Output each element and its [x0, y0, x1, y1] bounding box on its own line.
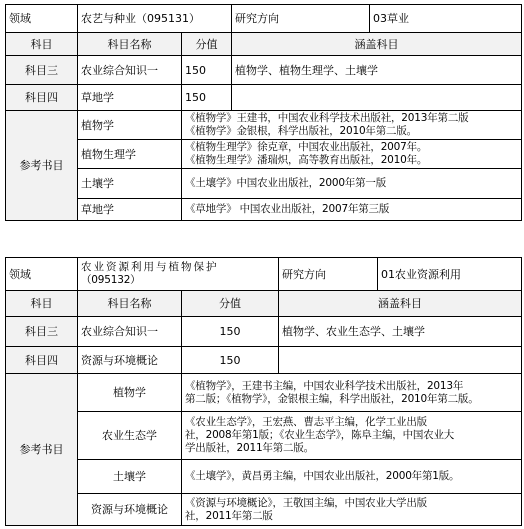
reference-row	[6, 460, 522, 494]
reference-line: 《植物学》，王建书主编，中国农业科学技术出版社，2013年	[185, 379, 464, 392]
reference-subject: 农业生态学	[78, 412, 182, 460]
subject-cell: 科目三	[6, 317, 78, 347]
header-subject-name: 科目名称	[78, 291, 182, 317]
header-subject: 科目	[6, 33, 78, 56]
direction-label: 研究方向	[232, 5, 370, 33]
domain-value: 农艺与种业（095131）	[78, 5, 232, 33]
reference-subject: 植物学	[78, 374, 182, 412]
scope-cell: 植物学、农业生态学、土壤学	[279, 317, 522, 347]
header-row	[6, 33, 522, 56]
reference-line: 《植物学》王建书，中国农业科学技术出版社，2013年第二版	[185, 112, 469, 124]
subject-name-cell: 草地学	[78, 85, 182, 111]
subject-name-cell: 资源与环境概论	[78, 347, 182, 374]
reference-books	[182, 374, 522, 412]
reference-line: 社，2011年第二版	[185, 509, 273, 522]
reference-line: 学出版社，2011年第二版。	[185, 442, 314, 454]
reference-subject: 草地学	[78, 199, 182, 221]
domain-value-line: （095132）	[81, 274, 141, 286]
reference-books	[182, 169, 522, 199]
reference-label: 参考书目	[6, 374, 78, 526]
reference-subject: 植物生理学	[78, 140, 182, 169]
reference-line: 《农业生态学》，王宏燕、曹志平主编，化学工业出版	[185, 416, 427, 428]
reference-line: 第二版；《植物学》，金银根主编，科学出版社，2010年第二版。	[185, 392, 479, 405]
direction-value: 03草业	[370, 5, 522, 33]
reference-row	[6, 494, 522, 526]
header-subject-name: 科目名称	[78, 33, 182, 56]
score-cell: 150	[182, 347, 279, 374]
reference-row	[6, 169, 522, 199]
subject-row	[6, 317, 522, 347]
score-cell: 150	[182, 317, 279, 347]
header-score: 分值	[182, 33, 232, 56]
scope-cell: 植物学、植物生理学、土壤学	[232, 56, 522, 85]
reference-row	[6, 412, 522, 460]
reference-row	[6, 199, 522, 221]
subject-row	[6, 347, 522, 374]
exam-table-resources	[5, 257, 522, 526]
subject-row	[6, 85, 522, 111]
domain-label: 领域	[6, 5, 78, 33]
header-subject: 科目	[6, 291, 78, 317]
header-row	[6, 291, 522, 317]
subject-name-cell: 农业综合知识一	[78, 56, 182, 85]
header-score: 分值	[182, 291, 279, 317]
reference-line: 《土壤学》中国农业出版社，2000年第一版	[185, 177, 387, 189]
domain-row	[6, 5, 522, 33]
direction-label: 研究方向	[279, 258, 378, 291]
subject-cell: 科目三	[6, 56, 78, 85]
reference-books	[182, 199, 522, 221]
reference-line: 《植物生理学》徐克章，中国农业出版社，2007年。	[185, 141, 428, 153]
reference-subject: 资源与环境概论	[78, 494, 182, 526]
reference-books	[182, 140, 522, 169]
reference-books	[182, 460, 522, 494]
reference-label: 参考书目	[6, 111, 78, 221]
reference-line: 《植物生理学》潘瑞炽，高等教育出版社，2010年。	[185, 154, 428, 166]
reference-subject: 土壤学	[78, 169, 182, 199]
reference-line: 《草地学》 中国农业出版社，2007年第三版	[185, 203, 390, 215]
subject-cell: 科目四	[6, 85, 78, 111]
reference-books	[182, 111, 522, 140]
header-scope: 涵盖科目	[232, 33, 522, 56]
reference-books	[182, 412, 522, 460]
reference-subject: 植物学	[78, 111, 182, 140]
score-cell: 150	[182, 85, 232, 111]
domain-value-line: 农业资源利用与植物保护	[81, 261, 219, 273]
subject-cell: 科目四	[6, 347, 78, 374]
scope-cell	[279, 347, 522, 374]
reference-subject: 土壤学	[78, 460, 182, 494]
reference-row	[6, 111, 522, 140]
reference-row	[6, 140, 522, 169]
reference-line: 《植物学》金银根，科学出版社，2010年第二版。	[185, 125, 417, 137]
direction-value: 01农业资源利用	[378, 258, 522, 291]
exam-table-agronomy	[5, 4, 522, 221]
subject-row	[6, 56, 522, 85]
domain-label: 领域	[6, 258, 78, 291]
subject-name-cell: 农业综合知识一	[78, 317, 182, 347]
scope-cell	[232, 85, 522, 111]
reference-line: 《土壤学》，黄昌勇主编，中国农业出版社，2000年第1版。	[185, 470, 460, 482]
reference-books	[182, 494, 522, 526]
reference-line: 《资源与环境概论》，王敬国主编，中国农业大学出版	[185, 496, 427, 509]
reference-line: 社，2008年第1版；《农业生态学》，陈阜主编，中国农业大	[185, 429, 455, 441]
domain-value	[78, 258, 279, 291]
header-scope: 涵盖科目	[279, 291, 522, 317]
reference-row	[6, 374, 522, 412]
domain-row	[6, 258, 522, 291]
score-cell: 150	[182, 56, 232, 85]
